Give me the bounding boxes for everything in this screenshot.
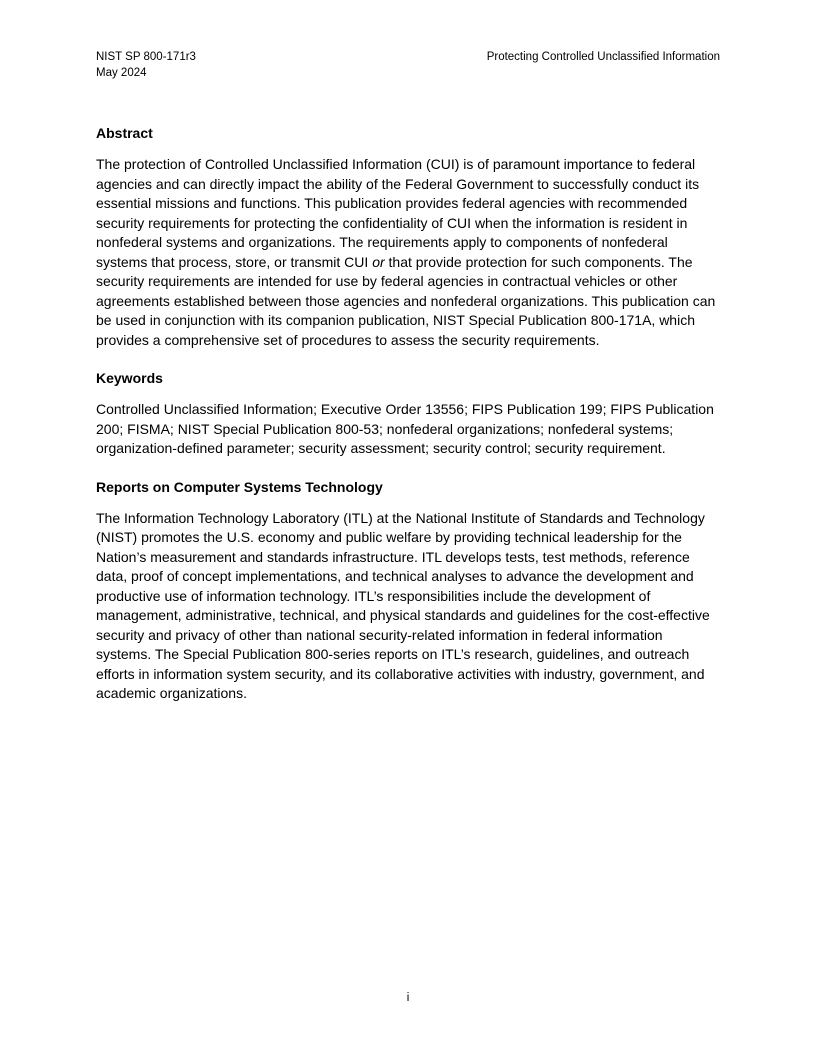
abstract-paragraph: [96, 155, 720, 350]
header-title: Protecting Controlled Unclassified Information: [486, 51, 720, 63]
reports-section: [96, 478, 720, 704]
page-content: [96, 124, 720, 723]
abstract-text-part-1: The protection of Controlled Unclassified Information (CUI) is of paramount importance to federal agencies and can directly impact the ability of the Federal Government to successfully conduct its essential missions and functions. This publication provides federal agencies with recommended security requirements for protecting the confidentiality of CUI when the information is resident in nonfederal systems and organizations. The requirements apply to components of nonfederal systems that process, store, or transmit CUI: [96, 156, 700, 270]
abstract-text-part-2: that provide protection for such components. The security requirements are intended for use by federal agencies in contractual vehicles or other agreements established between those agencies and nonfederal organizations. This publication can be used in conjunction with its companion publication, NIST Special Publication 800-171A, which provides a comprehensive set of procedures to assess the security requirements.: [96, 253, 716, 348]
keywords-paragraph: Controlled Unclassified Information; Executive Order 13556; FIPS Publication 199; FIPS Publication 200; FISMA; NIST Special Publication 800-53; nonfederal organizations; nonfederal systems; organization-defined parameter; security assessment; security control; security requirement.: [96, 401, 714, 456]
abstract-section: [96, 124, 720, 350]
header-doc-id: NIST SP 800-171r3: [96, 51, 196, 63]
abstract-heading: Abstract: [96, 125, 153, 141]
abstract-italic-word: or: [372, 253, 385, 270]
header-date: May 2024: [96, 67, 147, 79]
page-header: [96, 49, 720, 81]
keywords-section: [96, 369, 720, 459]
reports-paragraph: The Information Technology Laboratory (ITL) at the National Institute of Standards and Technology (NIST) promotes the U.S. economy and public welfare by providing technical leadership for the Nation’s measurement and standards infrastructure. ITL develops tests, test methods, reference data, proof of concept implementations, and technical analyses to advance the development and productive use of information technology. ITL’s responsibilities include the development of management, administrative, technical, and physical standards and guidelines for the cost-effective security and privacy of other than national security-related information in federal information systems. The Special Publication 800-series reports on ITL’s research, guidelines, and outreach efforts in information system security, and its collaborative activities with industry, government, and academic organizations.: [96, 509, 710, 701]
keywords-heading: Keywords: [96, 370, 163, 386]
page-number: i: [406, 992, 410, 1004]
reports-heading: Reports on Computer Systems Technology: [96, 478, 383, 495]
